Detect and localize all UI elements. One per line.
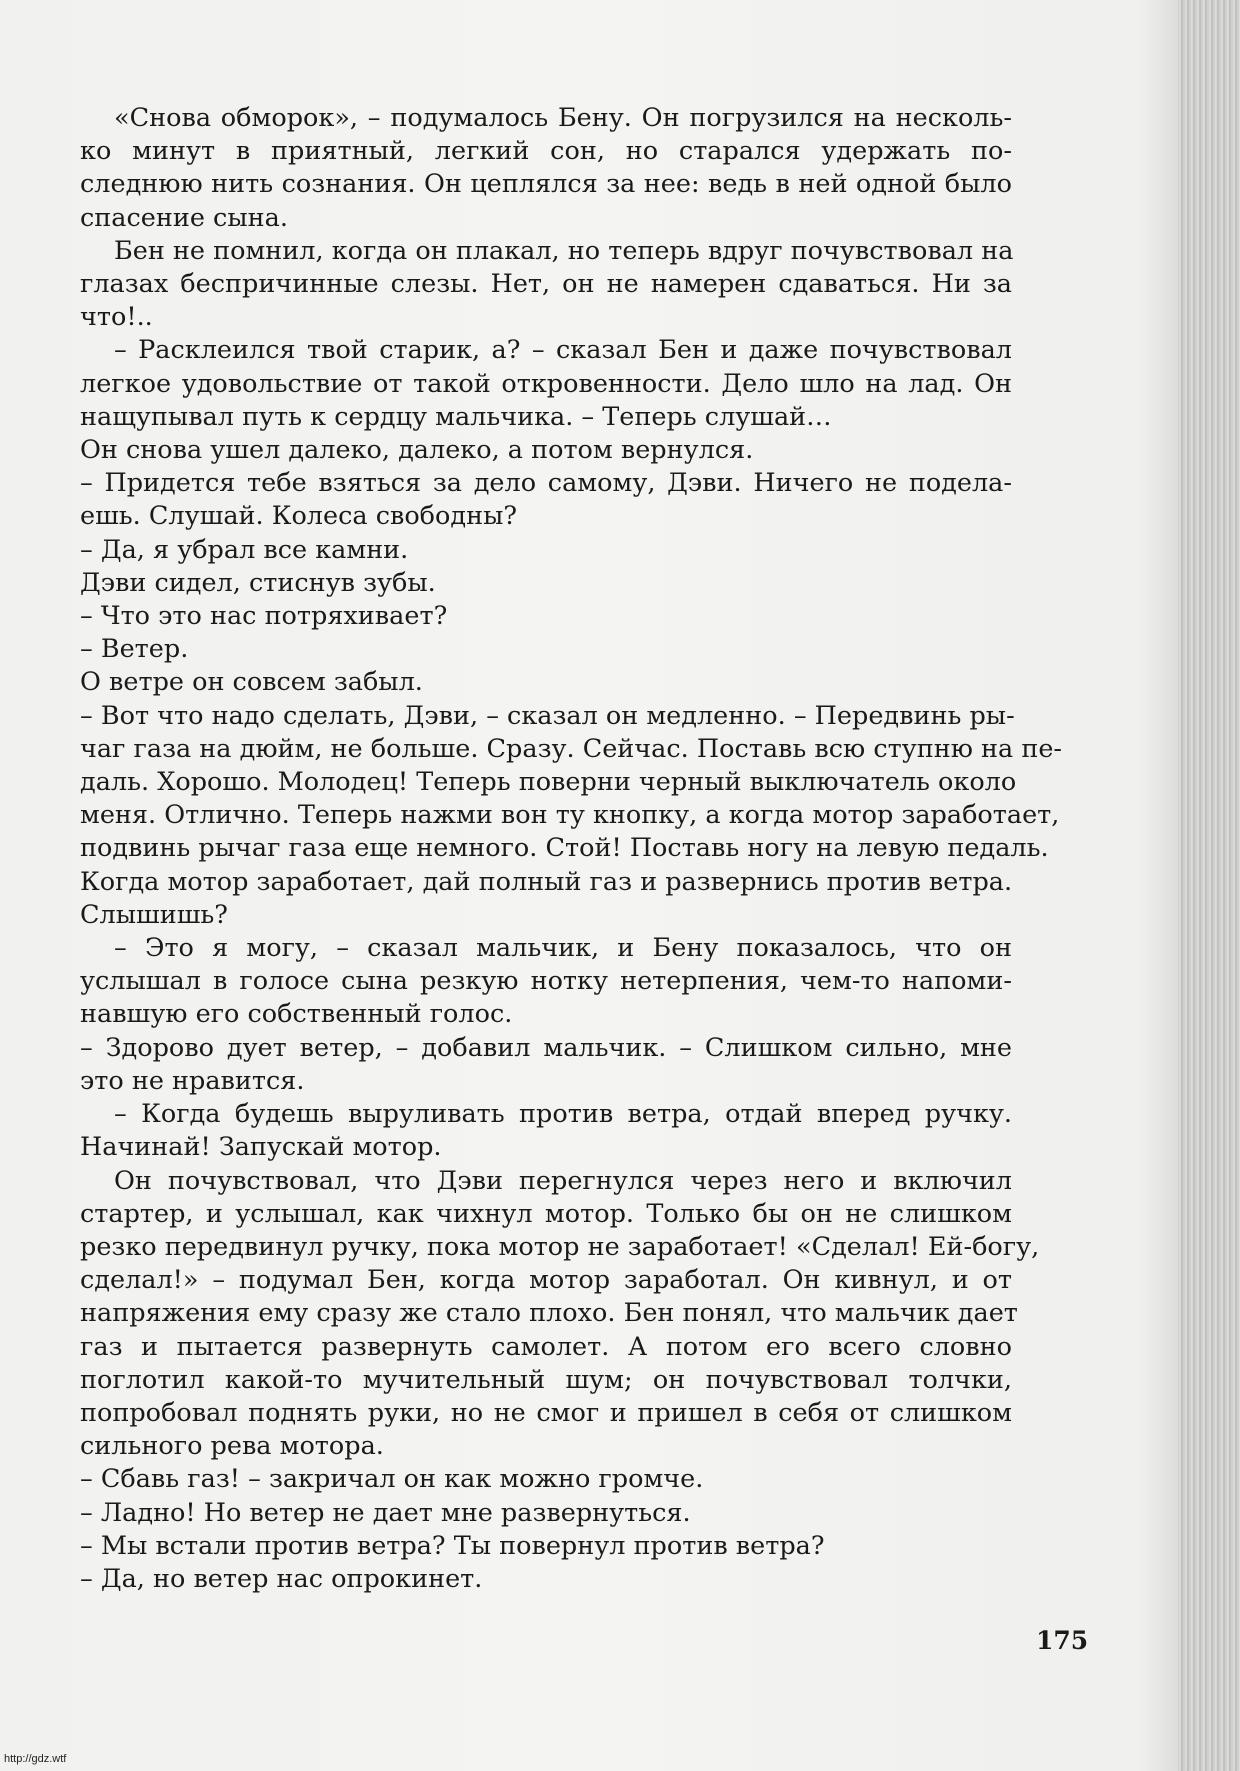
paragraph [80, 534, 1012, 567]
text-line: – Да, но ветер нас опрокинет. [80, 1563, 483, 1594]
text-line: подвинь рычаг газа еще немного. Стой! Поставь ногу на левую педаль. [80, 833, 1049, 864]
page-number: 175 [1036, 1626, 1089, 1655]
source-watermark: http://gdz.wtf [4, 1753, 67, 1765]
text-line: поглотил какой-то мучительный шум; он почувствовал толчки, [80, 1364, 1012, 1395]
text-line: – Когда будешь выруливать против ветра, отдай вперед ручку. [114, 1099, 1012, 1130]
body-text [80, 102, 1063, 1596]
text-line: Когда мотор заработает, дай полный газ и развернись против ветра. [80, 866, 1013, 897]
text-line: О ветре он совсем забыл. [80, 667, 423, 698]
text-line: легкое удовольствие от такой откровенности. Дело шло на лад. Он [80, 368, 1012, 399]
text-line: – Вот что надо сделать, Дэви, – сказал он медленно. – Передвинь ры- [80, 700, 1015, 731]
book-page-edges [1178, 0, 1240, 1771]
text-line: Он снова ушел далеко, далеко, а потом вернулся. [80, 435, 754, 466]
paragraph [80, 1098, 1012, 1164]
text-line: – Здорово дует ветер, – добавил мальчик. – Слишком сильно, мне [80, 1032, 1012, 1063]
text-line: – Что это нас потряхивает? [80, 601, 448, 632]
text-line: следнюю нить сознания. Он цеплялся за нее: ведь в ней одной было [80, 169, 1012, 200]
text-line: «Снова обморок», – подумалось Бену. Он погрузился на несколь- [114, 103, 1012, 133]
text-line: Бен не помнил, когда он плакал, но теперь вдруг почувствовал на [114, 235, 1014, 266]
paragraph [80, 1497, 1012, 1530]
text-line: – Ветер. [80, 634, 189, 665]
text-line: навшую его собственный голос. [80, 999, 513, 1030]
text-line: газ и пытается развернуть самолет. А потом его всего словно [80, 1331, 1012, 1362]
text-line: напряжения ему сразу же стало плохо. Бен понял, что мальчик дает [80, 1298, 1018, 1329]
paragraph [80, 633, 1012, 666]
text-line: нащупывал путь к сердцу мальчика. – Теперь слушай… [80, 401, 832, 432]
text-line: – Расклеился твой старик, а? – сказал Бен и даже почувствовал [114, 335, 1012, 366]
text-line: попробовал поднять руки, но не смог и пришел в себя от слишком [80, 1397, 1012, 1428]
paragraph [80, 434, 1012, 467]
paragraph [80, 235, 1012, 335]
text-line: – Ладно! Но ветер не дает мне развернуться. [80, 1497, 691, 1528]
paragraph [80, 666, 1012, 699]
text-line: – Придется тебе взяться за дело самому, Дэви. Ничего не подела- [80, 468, 1012, 499]
text-line: сильного рева мотора. [80, 1431, 384, 1462]
text-line: Дэви сидел, стиснув зубы. [80, 567, 436, 598]
paragraph [80, 1563, 1012, 1596]
text-line: это не нравится. [80, 1065, 305, 1096]
text-line: меня. Отлично. Теперь нажми вон ту кнопку, а когда мотор заработает, [80, 800, 1060, 831]
paragraph [80, 567, 1012, 600]
text-line: стартер, и услышал, как чихнул мотор. Только бы он не слишком [80, 1198, 1012, 1229]
text-line: – Мы встали против ветра? Ты повернул против ветра? [80, 1530, 825, 1561]
paragraph [80, 467, 1012, 533]
paragraph [80, 1032, 1012, 1098]
paragraph [80, 334, 1012, 434]
text-line: чаг газа на дюйм, не больше. Сразу. Сейчас. Поставь всю ступню на пе- [80, 733, 1063, 764]
text-line: ешь. Слушай. Колеса свободны? [80, 501, 518, 532]
text-line: резко передвинул ручку, пока мотор не заработает! «Сделал! Ей-богу, [80, 1231, 1040, 1262]
text-line: сделал!» – подумал Бен, когда мотор заработал. Он кивнул, и от [80, 1265, 1012, 1296]
paragraph [80, 932, 1012, 1032]
text-line: глазах беспричинные слезы. Нет, он не намерен сдаваться. Ни за [80, 269, 1012, 300]
text-line: услышал в голосе сына резкую нотку нетерпения, чем-то напоми- [80, 966, 1012, 997]
paragraph [80, 1165, 1040, 1464]
text-line: – Да, я убрал все камни. [80, 534, 409, 565]
paragraph [80, 700, 1063, 932]
text-line: Начинай! Запускай мотор. [80, 1132, 442, 1163]
text-line: спасение сына. [80, 202, 288, 233]
paragraph [80, 1463, 1012, 1496]
text-line: ко минут в приятный, легкий сон, но старался удержать по- [80, 136, 1012, 167]
text-line: – Сбавь газ! – закричал он как можно громче. [80, 1464, 704, 1495]
paragraph [80, 600, 1012, 633]
paragraph [80, 1530, 1012, 1563]
page-gutter-shadow [1140, 0, 1180, 1771]
text-line: даль. Хорошо. Молодец! Теперь поверни черный выключатель около [80, 767, 1017, 798]
text-line: Он почувствовал, что Дэви перегнулся через него и включил [114, 1165, 1012, 1196]
text-line: Слышишь? [80, 899, 228, 930]
text-line: – Это я могу, – сказал мальчик, и Бену показалось, что он [114, 933, 1012, 964]
paragraph [80, 102, 1012, 235]
text-line: что!.. [80, 302, 153, 333]
